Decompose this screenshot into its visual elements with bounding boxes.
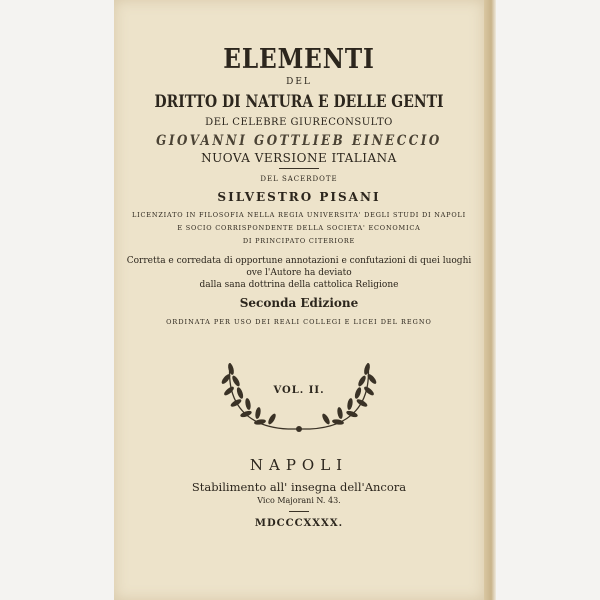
book-title: ELEMENTI bbox=[223, 44, 375, 75]
publication-year: MDCCCXXXX. bbox=[254, 518, 344, 529]
translator-intro: DEL SACERDOTE bbox=[260, 175, 338, 183]
ordinata-note: ORDINATA PER USO DEI REALI COLLEGI E LICEI DEL REGNO bbox=[166, 318, 432, 326]
divider-rule bbox=[289, 511, 309, 512]
edition-label: Seconda Edizione bbox=[239, 296, 359, 310]
printer-name: Stabilimento all' insegna dell'Ancora bbox=[191, 480, 407, 494]
author-name: GIOVANNI GOTTLIEB EINECCIO bbox=[156, 133, 442, 149]
author-intro: DEL CELEBRE GIURECONSULTO bbox=[205, 117, 393, 128]
divider-rule bbox=[279, 168, 319, 169]
title-page bbox=[114, 0, 484, 600]
version-note: NUOVA VERSIONE ITALIANA bbox=[201, 151, 397, 165]
book-subtitle: DRITTO DI NATURA E DELLE GENTI bbox=[154, 92, 444, 112]
correction-note-line: Corretta e corredata di opportune annotazioni e confutazioni di quei luoghi bbox=[126, 256, 472, 266]
book-spine-edge bbox=[484, 0, 496, 600]
publication-city: NAPOLI bbox=[249, 456, 349, 474]
credential-line: DI PRINCIPATO CITERIORE bbox=[242, 237, 356, 245]
correction-note-line: dalla sana dottrina della cattolica Religione bbox=[199, 280, 399, 290]
correction-note-line: ove l'Autore ha deviato bbox=[246, 268, 352, 278]
title-connector: DEL bbox=[286, 77, 312, 87]
volume-label: VOL. II. bbox=[273, 385, 325, 396]
printer-address: Vico Majorani N. 43. bbox=[257, 496, 341, 505]
credential-line: E SOCIO CORRISPONDENTE DELLA SOCIETA' ECONOMICA bbox=[177, 224, 421, 232]
credential-line: LICENZIATO IN FILOSOFIA NELLA REGIA UNIVERSITA' DEGLI STUDI DI NAPOLI bbox=[132, 211, 466, 219]
translator-name: SILVESTRO PISANI bbox=[217, 190, 381, 204]
